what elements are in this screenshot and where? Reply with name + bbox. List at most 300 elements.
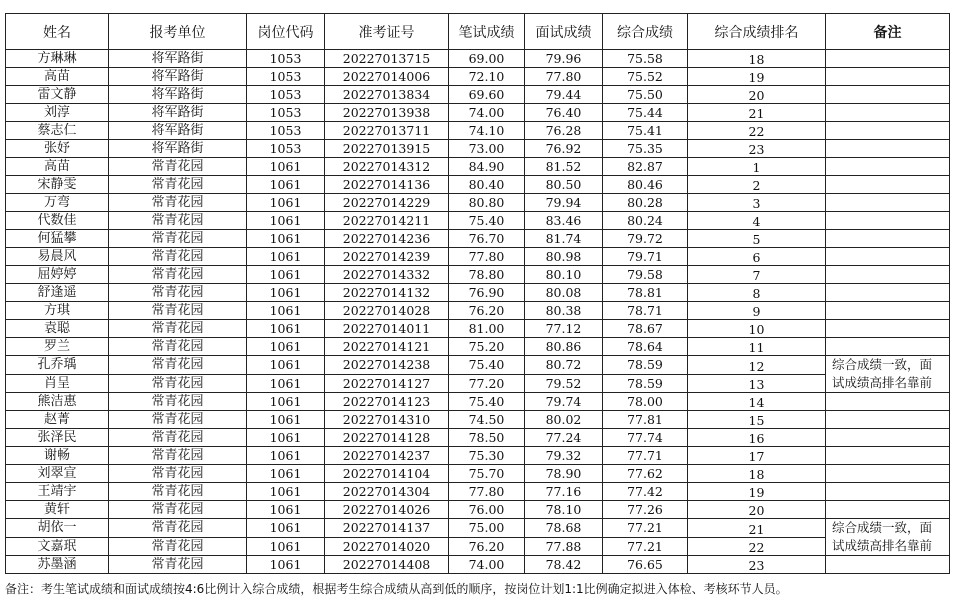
table-row <box>6 248 950 266</box>
table-header-row <box>6 14 950 50</box>
cell-remark <box>826 302 950 320</box>
cell-name: 胡依一 <box>6 519 109 538</box>
cell-remark <box>826 556 950 574</box>
cell-interview-score: 78.90 <box>525 465 603 483</box>
table-row <box>6 465 950 483</box>
cell-total-score: 78.71 <box>603 302 688 320</box>
cell-exam-id: 20227013715 <box>325 50 449 68</box>
cell-remark <box>826 483 950 501</box>
cell-rank: 18 <box>688 465 826 483</box>
cell-total-score: 76.65 <box>603 556 688 574</box>
cell-post-code: 1061 <box>247 519 325 538</box>
cell-written-score: 75.30 <box>449 447 525 465</box>
cell-remark <box>826 86 950 104</box>
cell-name: 代数佳 <box>6 212 109 230</box>
cell-written-score: 80.80 <box>449 194 525 212</box>
cell-written-score: 78.50 <box>449 429 525 447</box>
cell-unit: 常青花园 <box>109 320 247 338</box>
cell-name: 孔乔瑀 <box>6 356 109 375</box>
cell-interview-score: 80.38 <box>525 302 603 320</box>
cell-rank: 2 <box>688 176 826 194</box>
cell-unit: 常青花园 <box>109 537 247 556</box>
cell-exam-id: 20227013834 <box>325 86 449 104</box>
cell-interview-score: 79.32 <box>525 447 603 465</box>
cell-written-score: 77.80 <box>449 248 525 266</box>
header-unit: 报考单位 <box>109 14 247 50</box>
cell-interview-score: 78.10 <box>525 501 603 519</box>
cell-unit: 常青花园 <box>109 429 247 447</box>
cell-rank: 3 <box>688 194 826 212</box>
cell-unit: 将军路街 <box>109 140 247 158</box>
cell-remark <box>826 212 950 230</box>
header-remark: 备注 <box>826 14 950 50</box>
cell-post-code: 1053 <box>247 68 325 86</box>
table-row <box>6 122 950 140</box>
header-written-score: 笔试成绩 <box>449 14 525 50</box>
cell-exam-id: 20227014408 <box>325 556 449 574</box>
cell-rank: 16 <box>688 429 826 447</box>
cell-unit: 常青花园 <box>109 302 247 320</box>
table-row <box>6 194 950 212</box>
cell-written-score: 80.40 <box>449 176 525 194</box>
cell-total-score: 77.62 <box>603 465 688 483</box>
cell-rank: 23 <box>688 140 826 158</box>
cell-rank: 19 <box>688 483 826 501</box>
cell-written-score: 74.50 <box>449 411 525 429</box>
cell-post-code: 1061 <box>247 194 325 212</box>
cell-post-code: 1053 <box>247 86 325 104</box>
cell-unit: 将军路街 <box>109 68 247 86</box>
cell-name: 谢畅 <box>6 447 109 465</box>
cell-name: 方琳琳 <box>6 50 109 68</box>
cell-remark <box>826 447 950 465</box>
table-row <box>6 356 950 375</box>
cell-interview-score: 79.94 <box>525 194 603 212</box>
cell-name: 赵菁 <box>6 411 109 429</box>
cell-name: 肖呈 <box>6 374 109 393</box>
cell-unit: 常青花园 <box>109 374 247 393</box>
cell-unit: 常青花园 <box>109 266 247 284</box>
cell-exam-id: 20227013938 <box>325 104 449 122</box>
cell-remark <box>826 68 950 86</box>
cell-name: 宋静雯 <box>6 176 109 194</box>
cell-post-code: 1061 <box>247 411 325 429</box>
cell-rank: 23 <box>688 556 826 574</box>
table-row <box>6 429 950 447</box>
cell-total-score: 80.46 <box>603 176 688 194</box>
cell-remark <box>826 122 950 140</box>
cell-interview-score: 76.92 <box>525 140 603 158</box>
cell-written-score: 75.00 <box>449 519 525 538</box>
cell-post-code: 1061 <box>247 176 325 194</box>
table-row <box>6 447 950 465</box>
cell-rank: 9 <box>688 302 826 320</box>
cell-name: 袁聪 <box>6 320 109 338</box>
cell-exam-id: 20227013711 <box>325 122 449 140</box>
cell-exam-id: 20227014312 <box>325 158 449 176</box>
table-row <box>6 50 950 68</box>
cell-rank: 22 <box>688 122 826 140</box>
cell-exam-id: 20227014239 <box>325 248 449 266</box>
table-row <box>6 230 950 248</box>
table-row <box>6 302 950 320</box>
cell-interview-score: 77.12 <box>525 320 603 338</box>
cell-remark <box>826 176 950 194</box>
table-row <box>6 501 950 519</box>
cell-interview-score: 83.46 <box>525 212 603 230</box>
cell-unit: 常青花园 <box>109 519 247 538</box>
table-row <box>6 68 950 86</box>
table-row <box>6 176 950 194</box>
table-row <box>6 556 950 574</box>
cell-written-score: 76.20 <box>449 537 525 556</box>
cell-post-code: 1061 <box>247 501 325 519</box>
cell-total-score: 75.52 <box>603 68 688 86</box>
cell-rank: 19 <box>688 68 826 86</box>
cell-name: 罗兰 <box>6 338 109 356</box>
cell-rank: 7 <box>688 266 826 284</box>
cell-post-code: 1053 <box>247 140 325 158</box>
cell-interview-score: 77.24 <box>525 429 603 447</box>
cell-total-score: 78.59 <box>603 374 688 393</box>
cell-post-code: 1061 <box>247 483 325 501</box>
cell-post-code: 1061 <box>247 356 325 375</box>
cell-total-score: 75.50 <box>603 86 688 104</box>
table-row <box>6 266 950 284</box>
cell-total-score: 79.58 <box>603 266 688 284</box>
cell-exam-id: 20227013915 <box>325 140 449 158</box>
cell-remark <box>826 465 950 483</box>
cell-interview-score: 77.88 <box>525 537 603 556</box>
cell-exam-id: 20227014132 <box>325 284 449 302</box>
header-post-code: 岗位代码 <box>247 14 325 50</box>
cell-post-code: 1061 <box>247 374 325 393</box>
cell-name: 文嘉珉 <box>6 537 109 556</box>
cell-rank: 6 <box>688 248 826 266</box>
cell-written-score: 74.00 <box>449 556 525 574</box>
header-exam-id: 准考证号 <box>325 14 449 50</box>
cell-post-code: 1061 <box>247 284 325 302</box>
cell-name: 屈婷婷 <box>6 266 109 284</box>
cell-rank: 4 <box>688 212 826 230</box>
cell-remark: 综合成绩一致，面试成绩高排名靠前 <box>826 519 950 556</box>
cell-interview-score: 80.08 <box>525 284 603 302</box>
cell-written-score: 76.00 <box>449 501 525 519</box>
cell-written-score: 69.00 <box>449 50 525 68</box>
cell-name: 易晨风 <box>6 248 109 266</box>
cell-total-score: 75.35 <box>603 140 688 158</box>
cell-post-code: 1053 <box>247 122 325 140</box>
cell-interview-score: 79.96 <box>525 50 603 68</box>
cell-total-score: 78.00 <box>603 393 688 411</box>
cell-interview-score: 81.74 <box>525 230 603 248</box>
score-table <box>5 13 950 574</box>
cell-exam-id: 20227014304 <box>325 483 449 501</box>
table-row <box>6 86 950 104</box>
cell-written-score: 76.90 <box>449 284 525 302</box>
cell-exam-id: 20227014211 <box>325 212 449 230</box>
cell-remark <box>826 248 950 266</box>
cell-exam-id: 20227014310 <box>325 411 449 429</box>
table-row <box>6 483 950 501</box>
header-name: 姓名 <box>6 14 109 50</box>
cell-exam-id: 20227014028 <box>325 302 449 320</box>
cell-total-score: 78.81 <box>603 284 688 302</box>
cell-post-code: 1053 <box>247 50 325 68</box>
cell-unit: 常青花园 <box>109 176 247 194</box>
cell-remark: 综合成绩一致，面试成绩高排名靠前 <box>826 356 950 393</box>
cell-name: 何猛攀 <box>6 230 109 248</box>
cell-post-code: 1061 <box>247 248 325 266</box>
cell-post-code: 1061 <box>247 429 325 447</box>
table-row <box>6 411 950 429</box>
cell-exam-id: 20227014128 <box>325 429 449 447</box>
cell-name: 高苗 <box>6 158 109 176</box>
cell-rank: 8 <box>688 284 826 302</box>
table-row <box>6 320 950 338</box>
cell-written-score: 76.20 <box>449 302 525 320</box>
cell-unit: 将军路街 <box>109 122 247 140</box>
cell-written-score: 77.20 <box>449 374 525 393</box>
cell-exam-id: 20227014237 <box>325 447 449 465</box>
cell-unit: 常青花园 <box>109 284 247 302</box>
cell-exam-id: 20227014136 <box>325 176 449 194</box>
cell-post-code: 1061 <box>247 556 325 574</box>
cell-interview-score: 79.74 <box>525 393 603 411</box>
cell-unit: 常青花园 <box>109 411 247 429</box>
cell-name: 蔡志仁 <box>6 122 109 140</box>
cell-exam-id: 20227014026 <box>325 501 449 519</box>
cell-rank: 10 <box>688 320 826 338</box>
cell-exam-id: 20227014332 <box>325 266 449 284</box>
cell-rank: 20 <box>688 86 826 104</box>
cell-unit: 常青花园 <box>109 483 247 501</box>
table-row <box>6 284 950 302</box>
cell-interview-score: 78.42 <box>525 556 603 574</box>
cell-remark <box>826 429 950 447</box>
cell-rank: 1 <box>688 158 826 176</box>
cell-written-score: 73.00 <box>449 140 525 158</box>
cell-total-score: 77.81 <box>603 411 688 429</box>
cell-unit: 将军路街 <box>109 86 247 104</box>
cell-interview-score: 80.10 <box>525 266 603 284</box>
table-row <box>6 519 950 538</box>
cell-rank: 22 <box>688 537 826 556</box>
cell-exam-id: 20227014011 <box>325 320 449 338</box>
cell-total-score: 77.71 <box>603 447 688 465</box>
cell-post-code: 1061 <box>247 465 325 483</box>
cell-interview-score: 80.50 <box>525 176 603 194</box>
table-row <box>6 338 950 356</box>
cell-unit: 常青花园 <box>109 248 247 266</box>
cell-post-code: 1061 <box>247 338 325 356</box>
table-row <box>6 537 950 556</box>
cell-exam-id: 20227014127 <box>325 374 449 393</box>
cell-total-score: 78.64 <box>603 338 688 356</box>
cell-exam-id: 20227014137 <box>325 519 449 538</box>
cell-name: 舒逢遥 <box>6 284 109 302</box>
cell-written-score: 78.80 <box>449 266 525 284</box>
cell-post-code: 1061 <box>247 320 325 338</box>
cell-interview-score: 80.98 <box>525 248 603 266</box>
cell-remark <box>826 266 950 284</box>
cell-written-score: 74.00 <box>449 104 525 122</box>
cell-rank: 14 <box>688 393 826 411</box>
cell-interview-score: 76.40 <box>525 104 603 122</box>
cell-unit: 常青花园 <box>109 447 247 465</box>
cell-rank: 11 <box>688 338 826 356</box>
cell-written-score: 77.80 <box>449 483 525 501</box>
cell-interview-score: 80.72 <box>525 356 603 375</box>
cell-unit: 常青花园 <box>109 194 247 212</box>
cell-post-code: 1061 <box>247 212 325 230</box>
cell-total-score: 80.28 <box>603 194 688 212</box>
cell-total-score: 80.24 <box>603 212 688 230</box>
cell-interview-score: 77.80 <box>525 68 603 86</box>
cell-remark <box>826 338 950 356</box>
cell-interview-score: 80.86 <box>525 338 603 356</box>
cell-written-score: 75.40 <box>449 212 525 230</box>
cell-exam-id: 20227014123 <box>325 393 449 411</box>
cell-exam-id: 20227014121 <box>325 338 449 356</box>
cell-remark <box>826 230 950 248</box>
cell-exam-id: 20227014236 <box>325 230 449 248</box>
cell-unit: 常青花园 <box>109 158 247 176</box>
cell-remark <box>826 411 950 429</box>
cell-name: 黄轩 <box>6 501 109 519</box>
cell-total-score: 77.26 <box>603 501 688 519</box>
table-row <box>6 212 950 230</box>
header-interview-score: 面试成绩 <box>525 14 603 50</box>
cell-total-score: 79.71 <box>603 248 688 266</box>
cell-post-code: 1053 <box>247 104 325 122</box>
cell-unit: 常青花园 <box>109 230 247 248</box>
footnote: 备注：考生笔试成绩和面试成绩按4:6比例计入综合成绩，根据考生综合成绩从高到低的顺序，按岗位计划1:1比例确定拟进入体检、考核环节人员。 <box>5 582 788 596</box>
cell-post-code: 1061 <box>247 230 325 248</box>
cell-rank: 5 <box>688 230 826 248</box>
cell-interview-score: 78.68 <box>525 519 603 538</box>
cell-remark <box>826 501 950 519</box>
cell-unit: 常青花园 <box>109 212 247 230</box>
cell-total-score: 77.21 <box>603 537 688 556</box>
cell-name: 刘淳 <box>6 104 109 122</box>
cell-remark <box>826 140 950 158</box>
cell-written-score: 75.70 <box>449 465 525 483</box>
cell-unit: 常青花园 <box>109 465 247 483</box>
cell-post-code: 1061 <box>247 266 325 284</box>
cell-rank: 13 <box>688 374 826 393</box>
table-row <box>6 140 950 158</box>
cell-interview-score: 77.16 <box>525 483 603 501</box>
cell-rank: 12 <box>688 356 826 375</box>
cell-name: 张妤 <box>6 140 109 158</box>
cell-total-score: 75.41 <box>603 122 688 140</box>
cell-written-score: 84.90 <box>449 158 525 176</box>
cell-rank: 20 <box>688 501 826 519</box>
cell-remark <box>826 194 950 212</box>
cell-total-score: 77.74 <box>603 429 688 447</box>
cell-remark <box>826 104 950 122</box>
cell-written-score: 72.10 <box>449 68 525 86</box>
cell-unit: 将军路街 <box>109 104 247 122</box>
cell-unit: 常青花园 <box>109 356 247 375</box>
cell-written-score: 75.40 <box>449 393 525 411</box>
cell-name: 方琪 <box>6 302 109 320</box>
cell-interview-score: 79.44 <box>525 86 603 104</box>
cell-unit: 将军路街 <box>109 50 247 68</box>
cell-unit: 常青花园 <box>109 338 247 356</box>
cell-total-score: 78.67 <box>603 320 688 338</box>
cell-rank: 21 <box>688 104 826 122</box>
cell-total-score: 77.21 <box>603 519 688 538</box>
cell-written-score: 81.00 <box>449 320 525 338</box>
cell-written-score: 75.20 <box>449 338 525 356</box>
cell-interview-score: 81.52 <box>525 158 603 176</box>
cell-remark <box>826 50 950 68</box>
header-rank: 综合成绩排名 <box>688 14 826 50</box>
cell-total-score: 79.72 <box>603 230 688 248</box>
cell-total-score: 78.59 <box>603 356 688 375</box>
cell-exam-id: 20227014006 <box>325 68 449 86</box>
cell-total-score: 75.44 <box>603 104 688 122</box>
cell-name: 张泽民 <box>6 429 109 447</box>
table-row <box>6 158 950 176</box>
cell-total-score: 75.58 <box>603 50 688 68</box>
cell-exam-id: 20227014020 <box>325 537 449 556</box>
cell-post-code: 1061 <box>247 393 325 411</box>
cell-remark <box>826 320 950 338</box>
table-row <box>6 104 950 122</box>
cell-rank: 15 <box>688 411 826 429</box>
cell-name: 高苗 <box>6 68 109 86</box>
cell-remark <box>826 284 950 302</box>
cell-written-score: 76.70 <box>449 230 525 248</box>
cell-written-score: 75.40 <box>449 356 525 375</box>
cell-post-code: 1061 <box>247 447 325 465</box>
cell-remark <box>826 158 950 176</box>
cell-name: 刘翠宣 <box>6 465 109 483</box>
cell-written-score: 74.10 <box>449 122 525 140</box>
table-row <box>6 393 950 411</box>
cell-interview-score: 79.52 <box>525 374 603 393</box>
cell-exam-id: 20227014238 <box>325 356 449 375</box>
cell-interview-score: 80.02 <box>525 411 603 429</box>
cell-name: 苏墨涵 <box>6 556 109 574</box>
cell-post-code: 1061 <box>247 537 325 556</box>
cell-written-score: 69.60 <box>449 86 525 104</box>
cell-remark <box>826 393 950 411</box>
cell-interview-score: 76.28 <box>525 122 603 140</box>
cell-rank: 17 <box>688 447 826 465</box>
cell-total-score: 77.42 <box>603 483 688 501</box>
table-row <box>6 374 950 393</box>
cell-name: 熊洁惠 <box>6 393 109 411</box>
cell-name: 万弯 <box>6 194 109 212</box>
header-total-score: 综合成绩 <box>603 14 688 50</box>
cell-exam-id: 20227014104 <box>325 465 449 483</box>
cell-rank: 18 <box>688 50 826 68</box>
cell-name: 王靖宇 <box>6 483 109 501</box>
cell-unit: 常青花园 <box>109 393 247 411</box>
cell-post-code: 1061 <box>247 302 325 320</box>
cell-unit: 常青花园 <box>109 501 247 519</box>
cell-total-score: 82.87 <box>603 158 688 176</box>
cell-unit: 常青花园 <box>109 556 247 574</box>
cell-name: 雷文静 <box>6 86 109 104</box>
cell-rank: 21 <box>688 519 826 538</box>
cell-exam-id: 20227014229 <box>325 194 449 212</box>
cell-post-code: 1061 <box>247 158 325 176</box>
